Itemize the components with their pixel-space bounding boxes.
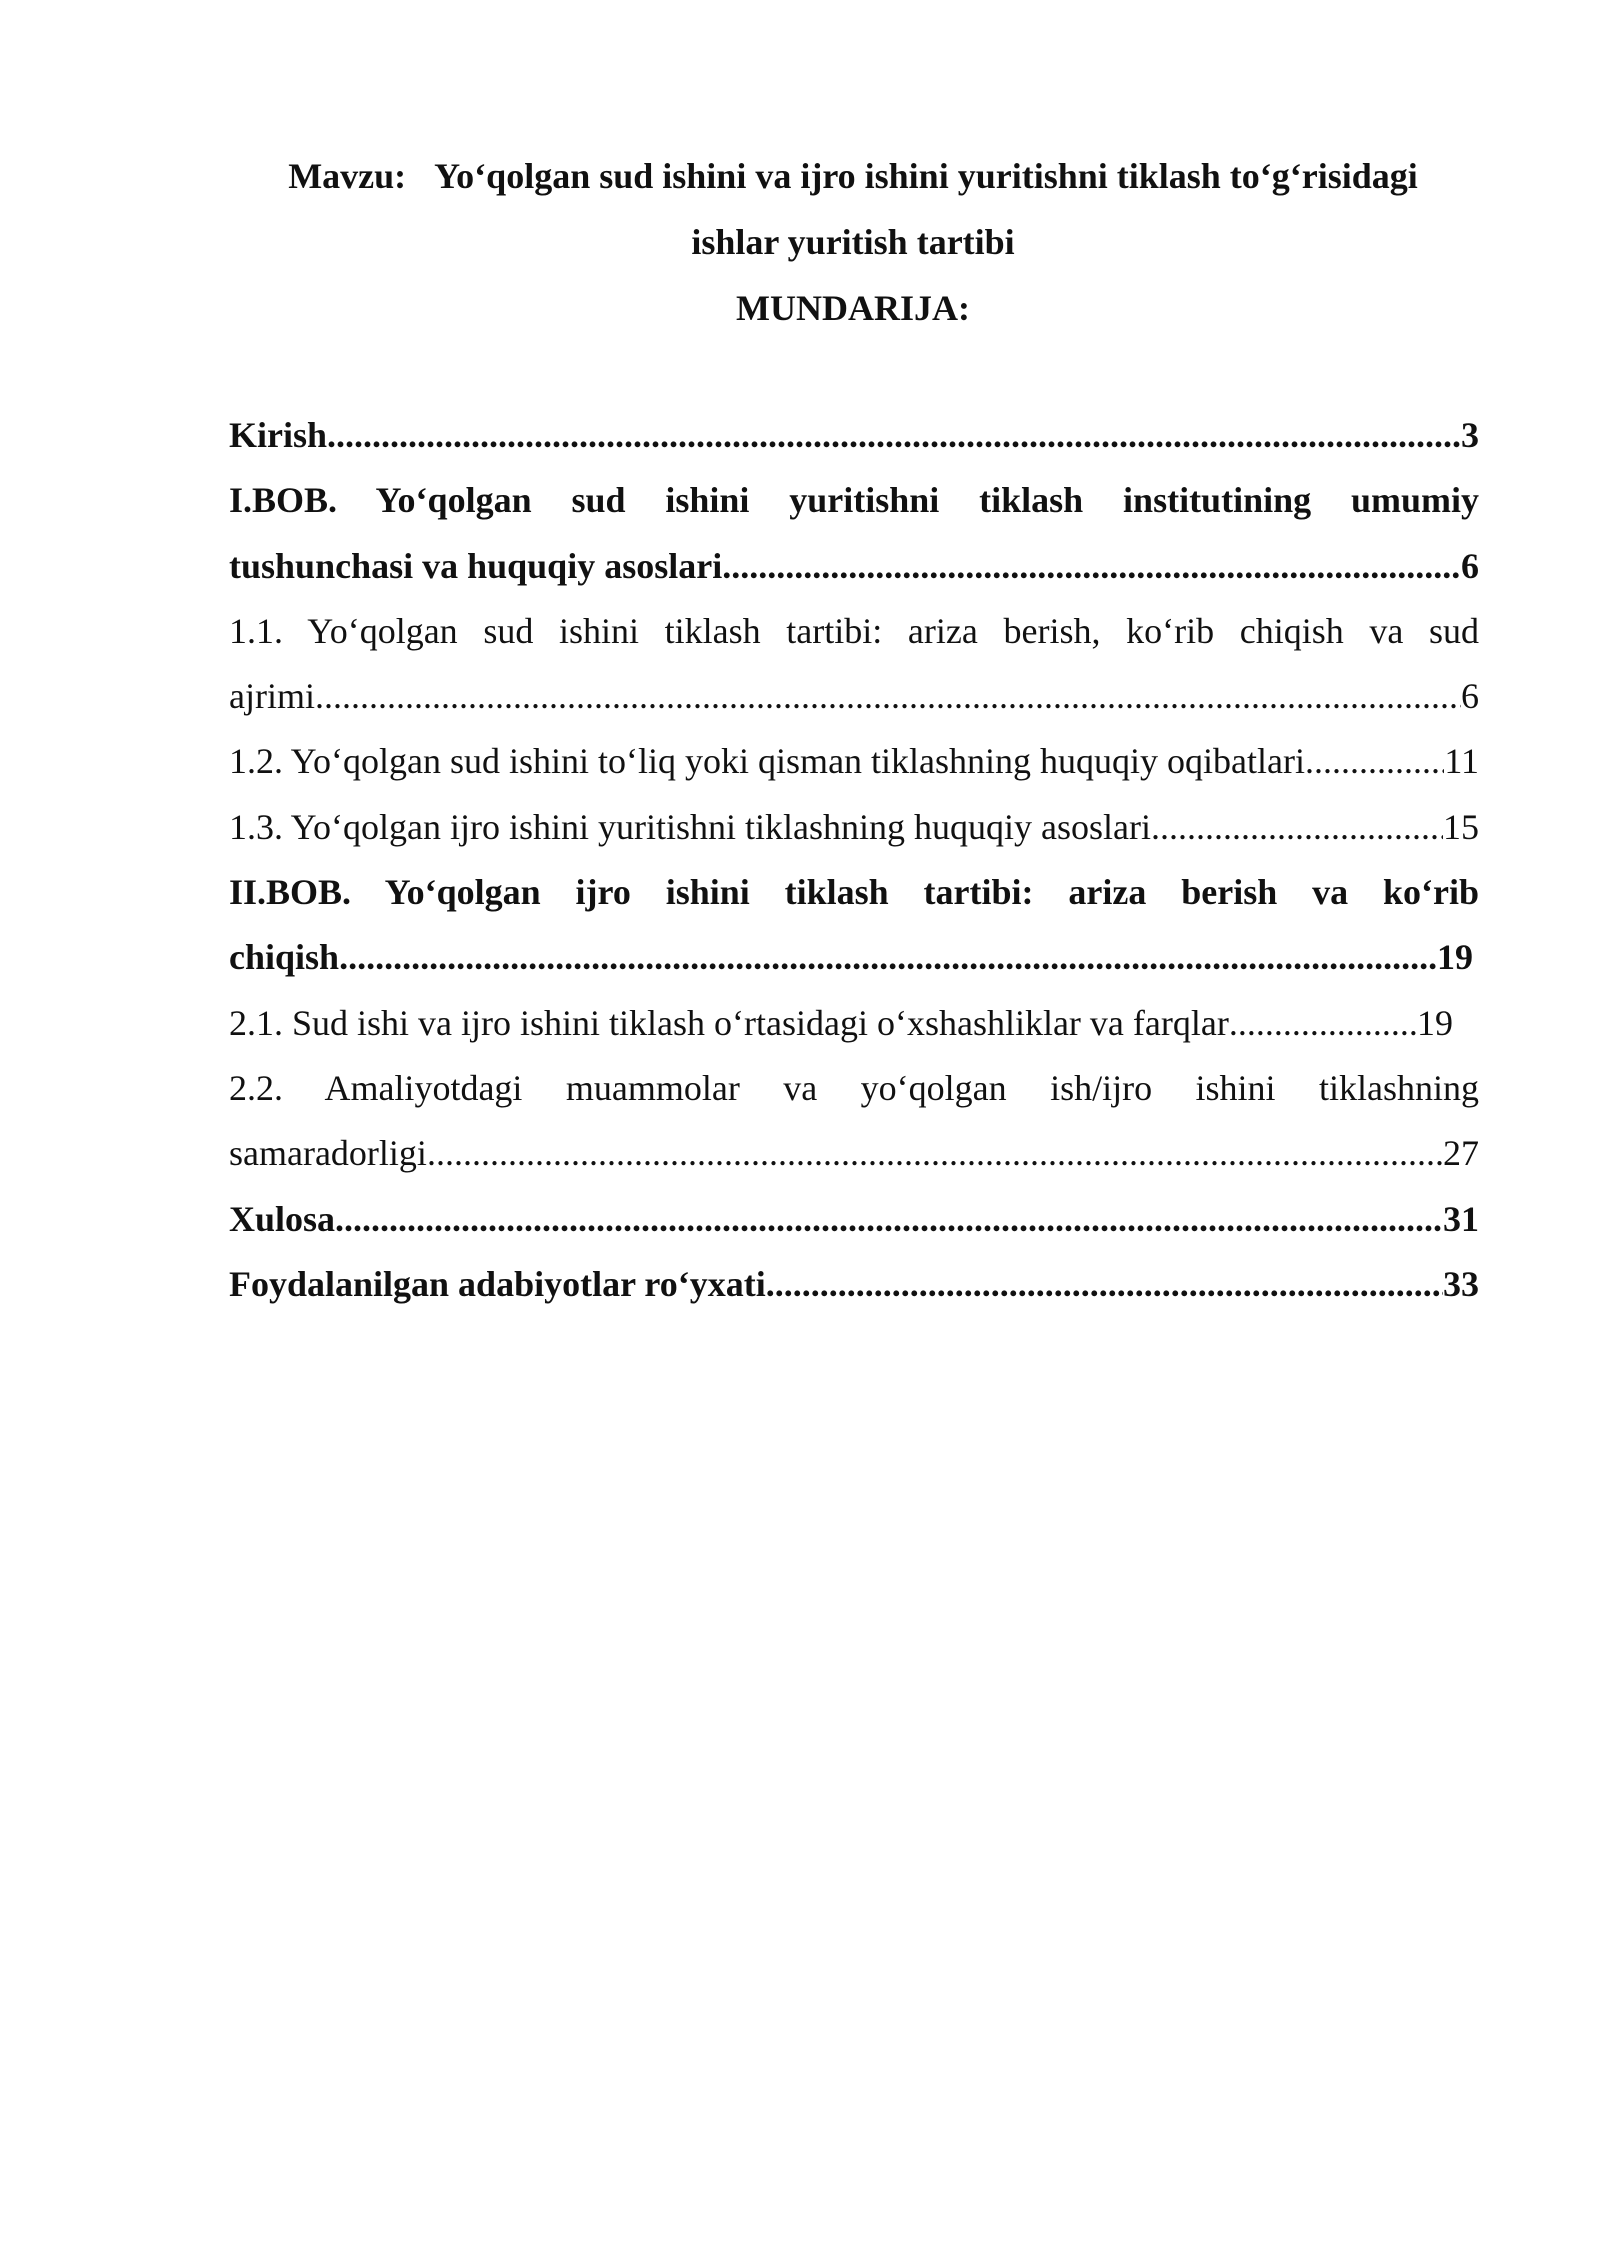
toc-entry-text: Foydalanilgan adabiyotlar ro‘yxati bbox=[229, 1263, 766, 1304]
toc-page-number: 27 bbox=[1443, 1133, 1479, 1174]
dot-leader bbox=[315, 664, 1461, 729]
toc-entry-bob-1 bbox=[229, 468, 1479, 599]
toc-page-number: 3 bbox=[1461, 415, 1479, 455]
toc-entry-text: 2.1. Sud ishi va ijro ishini tiklash o‘rtasidagi o‘xshashliklar va farqlar bbox=[229, 1002, 1229, 1043]
title-prefix: Mavzu: bbox=[288, 156, 407, 196]
dot-leader bbox=[427, 1121, 1443, 1186]
toc-entry-text: 2.2. Amaliyotdagi muammolar va yo‘qolgan ish/ijro ishini tiklashning bbox=[229, 1067, 1479, 1108]
document-title bbox=[228, 143, 1478, 209]
toc-page-number: 6 bbox=[1461, 676, 1479, 717]
toc-entry-text: 1.3. Yo‘qolgan ijro ishini yuritishni tiklashning huquqiy asoslari bbox=[229, 806, 1152, 847]
toc-page-number: 19 bbox=[1417, 1002, 1453, 1043]
toc-entry-xulosa bbox=[229, 1187, 1479, 1252]
toc-entry-2-2 bbox=[229, 1056, 1479, 1187]
toc-entry-1-3 bbox=[229, 795, 1479, 860]
dot-leader bbox=[339, 925, 1437, 990]
title-text-line1: Yo‘qolgan sud ishini va ijro ishini yuritishni tiklash to‘g‘risidagi bbox=[434, 156, 1418, 196]
toc-entry-text-cont: tushunchasi va huquqiy asoslari bbox=[229, 545, 723, 586]
toc-entry-adabiyotlar bbox=[229, 1252, 1479, 1317]
toc-entry-1-2 bbox=[229, 729, 1479, 794]
dot-leader bbox=[327, 403, 1461, 468]
toc-entry-text: 1.1. Yo‘qolgan sud ishini tiklash tartibi: ariza berish, ko‘rib chiqish va sud bbox=[229, 610, 1479, 651]
toc-entry-1-1 bbox=[229, 599, 1479, 730]
toc-entry-text: 1.2. Yo‘qolgan sud ishini to‘liq yoki qisman tiklashning huquqiy oqibatlari bbox=[229, 741, 1305, 782]
toc-entry-kirish bbox=[229, 403, 1479, 468]
toc-page-number: 19 bbox=[1437, 937, 1473, 978]
toc-page-number: 31 bbox=[1443, 1198, 1479, 1239]
toc-entry-2-1 bbox=[229, 991, 1479, 1056]
table-of-contents bbox=[229, 403, 1479, 1317]
toc-entry-text-cont: chiqish bbox=[229, 937, 340, 978]
toc-entry-text: II.BOB. Yo‘qolgan ijro ishini tiklash tartibi: ariza berish va ko‘rib bbox=[229, 872, 1479, 913]
title-text-line2: ishlar yuritish tartibi bbox=[691, 222, 1015, 262]
toc-entry-text-cont: samaradorligi bbox=[229, 1133, 427, 1174]
dot-leader bbox=[335, 1187, 1443, 1252]
toc-entry-bob-2 bbox=[229, 860, 1479, 991]
dot-leader bbox=[1229, 991, 1417, 1056]
dot-leader bbox=[1305, 729, 1444, 794]
dot-leader bbox=[722, 534, 1461, 599]
toc-entry-text: Kirish bbox=[229, 415, 328, 455]
toc-entry-text-cont: ajrimi bbox=[229, 676, 315, 717]
title-block bbox=[228, 143, 1478, 341]
toc-entry-text: I.BOB. Yo‘qolgan sud ishini yuritishni tiklash institutining umumiy bbox=[229, 480, 1479, 521]
dot-leader bbox=[1151, 795, 1443, 860]
toc-page-number: 11 bbox=[1444, 741, 1479, 782]
toc-heading: MUNDARIJA: bbox=[736, 288, 970, 328]
dot-leader bbox=[766, 1252, 1443, 1317]
toc-page-number: 15 bbox=[1443, 806, 1479, 847]
toc-entry-text: Xulosa bbox=[229, 1198, 336, 1239]
toc-page-number: 33 bbox=[1443, 1263, 1479, 1304]
toc-page-number: 6 bbox=[1461, 545, 1479, 586]
